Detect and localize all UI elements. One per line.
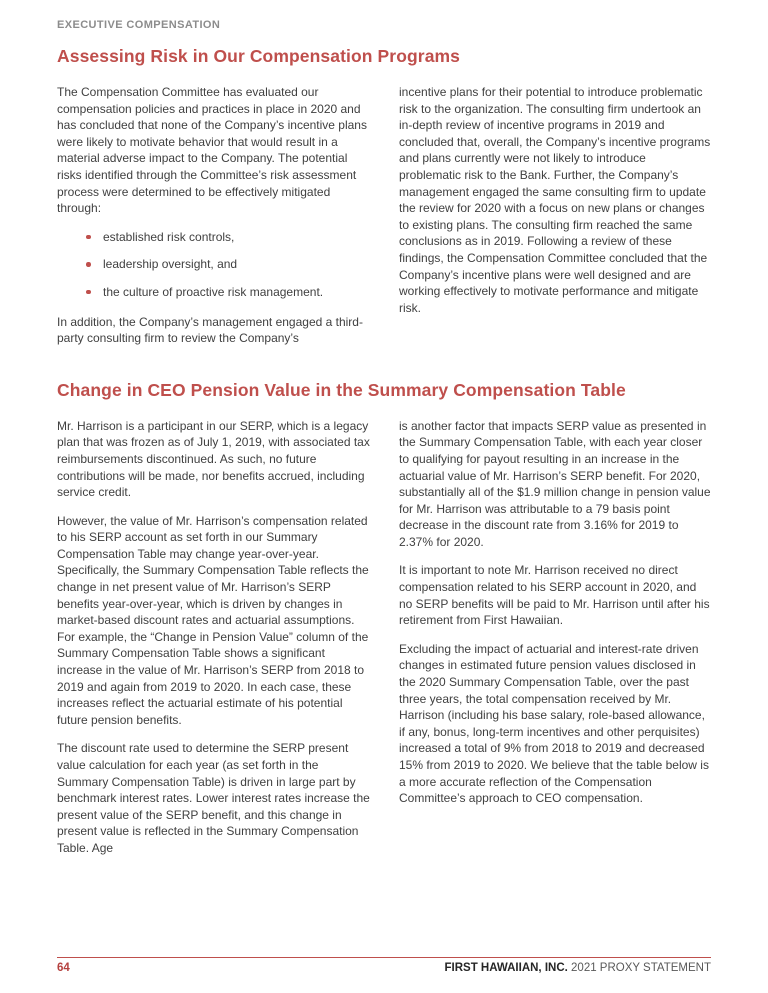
heading-ceo-pension-value: Change in CEO Pension Value in the Summary Compensation Table: [57, 379, 626, 400]
page-number: 64: [57, 962, 70, 974]
paragraph: In addition, the Company’s management engaged a third-party consulting firm to review the Company’s: [57, 314, 363, 346]
paragraph: The Compensation Committee has evaluated our compensation policies and practices in place in 2020 and has concluded that none of the Company’s incentive plans were likely to motivate behavior that would result in a material adverse impact to the Company. The potential risks identified through the Committee’s risk assessment process were determined to be effectively mitigated through:: [57, 85, 367, 216]
section-eyebrow: EXECUTIVE COMPENSATION: [57, 19, 221, 31]
risk-mitigation-list: [57, 229, 372, 301]
heading-assessing-risk: Assessing Risk in Our Compensation Programs: [57, 46, 461, 66]
section1-right-column: [399, 84, 711, 359]
paragraph: However, the value of Mr. Harrison’s compensation related to his SERP account as set forth in our Summary Compensation Table may change year-over-year. Specifically, the Summary Compensation Table reflects the change in net present value of Mr. Harrison’s SERP benefits year-over-year, which is driven by changes in market-based discount rates and actuarial assumptions. For example, the “Change in Pension Value” column of the Summary Compensation Table shows a significant increase in the value of Mr. Harrison’s SERP from 2018 to 2019 and again from 2019 to 2020. In each case, these increases reflect the actuarial estimate of his potential future pension benefits.: [57, 513, 369, 727]
section1-columns: [57, 84, 711, 359]
paragraph: incentive plans for their potential to introduce problematic risk to the organization. The consulting firm undertook an in-depth review of incentive programs in 2019 and concluded that, overall, the Company’s incentive programs and plans currently were not likely to introduce problematic risk to the Bank. Further, the Company’s management engaged the same consulting firm to update the review for 2020 with a focus on new plans or changes to existing plans. The consulting firm reached the same conclusions as in 2019. Following a review of these findings, the Compensation Committee concluded that the Company’s incentive plans were well designed and are working effectively to motivate performance and mitigate risk.: [399, 85, 711, 315]
footer-doc-title: 2021 PROXY STATEMENT: [571, 962, 711, 974]
paragraph: Mr. Harrison is a participant in our SERP, which is a legacy plan that was frozen as of July 1, 2019, with associated tax reimbursements discontinued. As such, no future contributions will be made, nor benefits accrued, including service credit.: [57, 418, 370, 500]
paragraph: The discount rate used to determine the SERP present value calculation for each year (as set forth in the Summary Compensation Table) is driven in large part by benchmark interest rates. Lower interest rates increase the present value of the SERP benefit, and this change in present value is reflected in the Summary Compensation Table. Age: [57, 741, 370, 855]
section2-left-column: [57, 418, 372, 869]
footer-row: [57, 958, 711, 974]
page-footer: [57, 957, 711, 974]
paragraph: Excluding the impact of actuarial and interest-rate driven changes in estimated future pension values disclosed in the 2020 Summary Compensation Table, over the past three years, the total compensation received by Mr. Harrison (including his base salary, role-based allowance, if any, bonus, long-term incentives and other perquisites) increased a total of 9% from 2018 to 2019 and decreased 15% from 2019 to 2020. We believe that the table below is a more accurate reflection of the Compensation Committee’s approach to CEO compensation.: [399, 641, 709, 806]
section1-left-column: [57, 84, 372, 359]
list-item: [57, 284, 372, 301]
paragraph: is another factor that impacts SERP value as presented in the Summary Compensation Table, with each year closer to qualifying for payout resulting in an increase in the actuarial value of Mr. Harrison’s SERP benefit. For 2020, substantially all of the $1.9 million change in pension value for Mr. Harrison was attributable to a 79 basis point decrease in the discount rate from 3.16% for 2019 to 2.37% for 2020.: [399, 418, 711, 549]
bullet-icon: [86, 262, 91, 267]
bullet-icon: [86, 235, 91, 240]
list-item-text: the culture of proactive risk management.: [103, 284, 324, 299]
list-item: [57, 256, 372, 273]
bullet-icon: [86, 290, 91, 295]
list-item: [57, 229, 372, 246]
paragraph: It is important to note Mr. Harrison received no direct compensation related to his SERP account in 2020, and no SERP benefits will be paid to Mr. Harrison until after his retirement from First Hawaiian.: [399, 563, 710, 628]
footer-brand: [445, 962, 711, 974]
list-item-text: established risk controls,: [103, 229, 235, 244]
list-item-text: leadership oversight, and: [103, 257, 238, 272]
section2-columns: [57, 418, 711, 869]
section2-right-column: [399, 418, 711, 869]
footer-company-name: FIRST HAWAIIAN, INC.: [444, 962, 568, 974]
